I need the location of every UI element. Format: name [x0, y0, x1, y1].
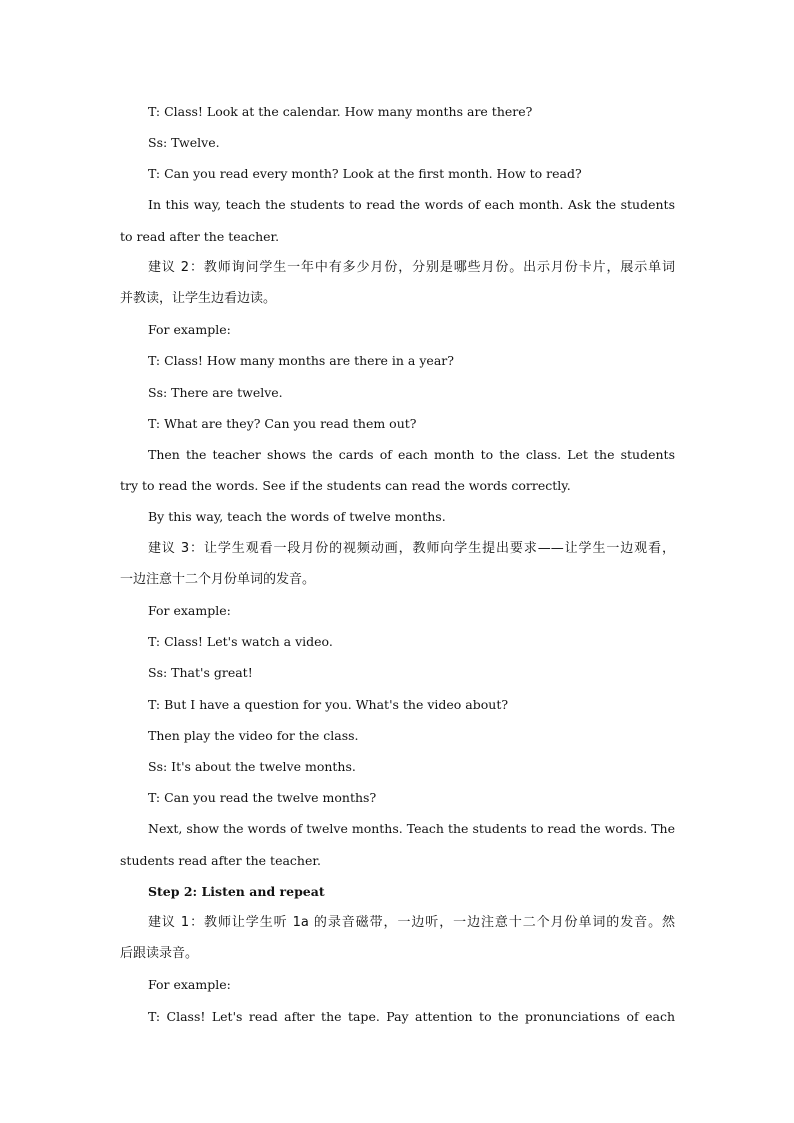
dialogue-line: T: Class! Let's watch a video.: [148, 634, 333, 649]
example-label: For example:: [148, 322, 231, 337]
suggestion-line: 建议 2：教师询问学生一年中有多少月份，分别是哪些月份。出示月份卡片，展示单词: [148, 260, 675, 275]
paragraph-line: Then play the video for the class.: [148, 728, 359, 743]
dialogue-line: T: Can you read every month? Look at the first month. How to read?: [148, 166, 582, 181]
dialogue-line: T: Class! Look at the calendar. How many months are there?: [148, 104, 533, 119]
paragraph-line: Next, show the words of twelve months. Teach the students to read the words. The: [148, 821, 675, 836]
dialogue-line: Ss: There are twelve.: [148, 385, 283, 400]
paragraph-line: to read after the teacher.: [120, 229, 280, 244]
suggestion-line: 并教读，让学生边看边读。: [120, 291, 277, 306]
dialogue-line: T: What are they? Can you read them out?: [148, 416, 417, 431]
dialogue-line: Ss: It's about the twelve months.: [148, 759, 356, 774]
dialogue-line: Ss: That's great!: [148, 665, 253, 680]
paragraph-line: try to read the words. See if the students can read the words correctly.: [120, 478, 571, 493]
dialogue-line: T: Class! Let's read after the tape. Pay attention to the pronunciations of each: [148, 1009, 675, 1024]
paragraph-line: By this way, teach the words of twelve months.: [148, 509, 446, 524]
paragraph-line: students read after the teacher.: [120, 853, 321, 868]
suggestion-line: 后跟读录音。: [120, 946, 199, 961]
paragraph-line: In this way, teach the students to read the words of each month. Ask the students: [148, 197, 675, 212]
example-label: For example:: [148, 977, 231, 992]
dialogue-line: Ss: Twelve.: [148, 135, 220, 150]
suggestion-line: 建议 1：教师让学生听 1a 的录音磁带，一边听，一边注意十二个月份单词的发音。然: [148, 915, 675, 930]
suggestion-line: 一边注意十二个月份单词的发音。: [120, 572, 316, 587]
step-heading: Step 2: Listen and repeat: [148, 884, 325, 899]
dialogue-line: T: Class! How many months are there in a year?: [148, 353, 454, 368]
paragraph-line: Then the teacher shows the cards of each month to the class. Let the students: [148, 447, 675, 462]
suggestion-line: 建议 3：让学生观看一段月份的视频动画，教师向学生提出要求——让学生一边观看，: [148, 541, 675, 556]
dialogue-line: T: Can you read the twelve months?: [148, 790, 377, 805]
dialogue-line: T: But I have a question for you. What's the video about?: [148, 697, 509, 712]
example-label: For example:: [148, 603, 231, 618]
